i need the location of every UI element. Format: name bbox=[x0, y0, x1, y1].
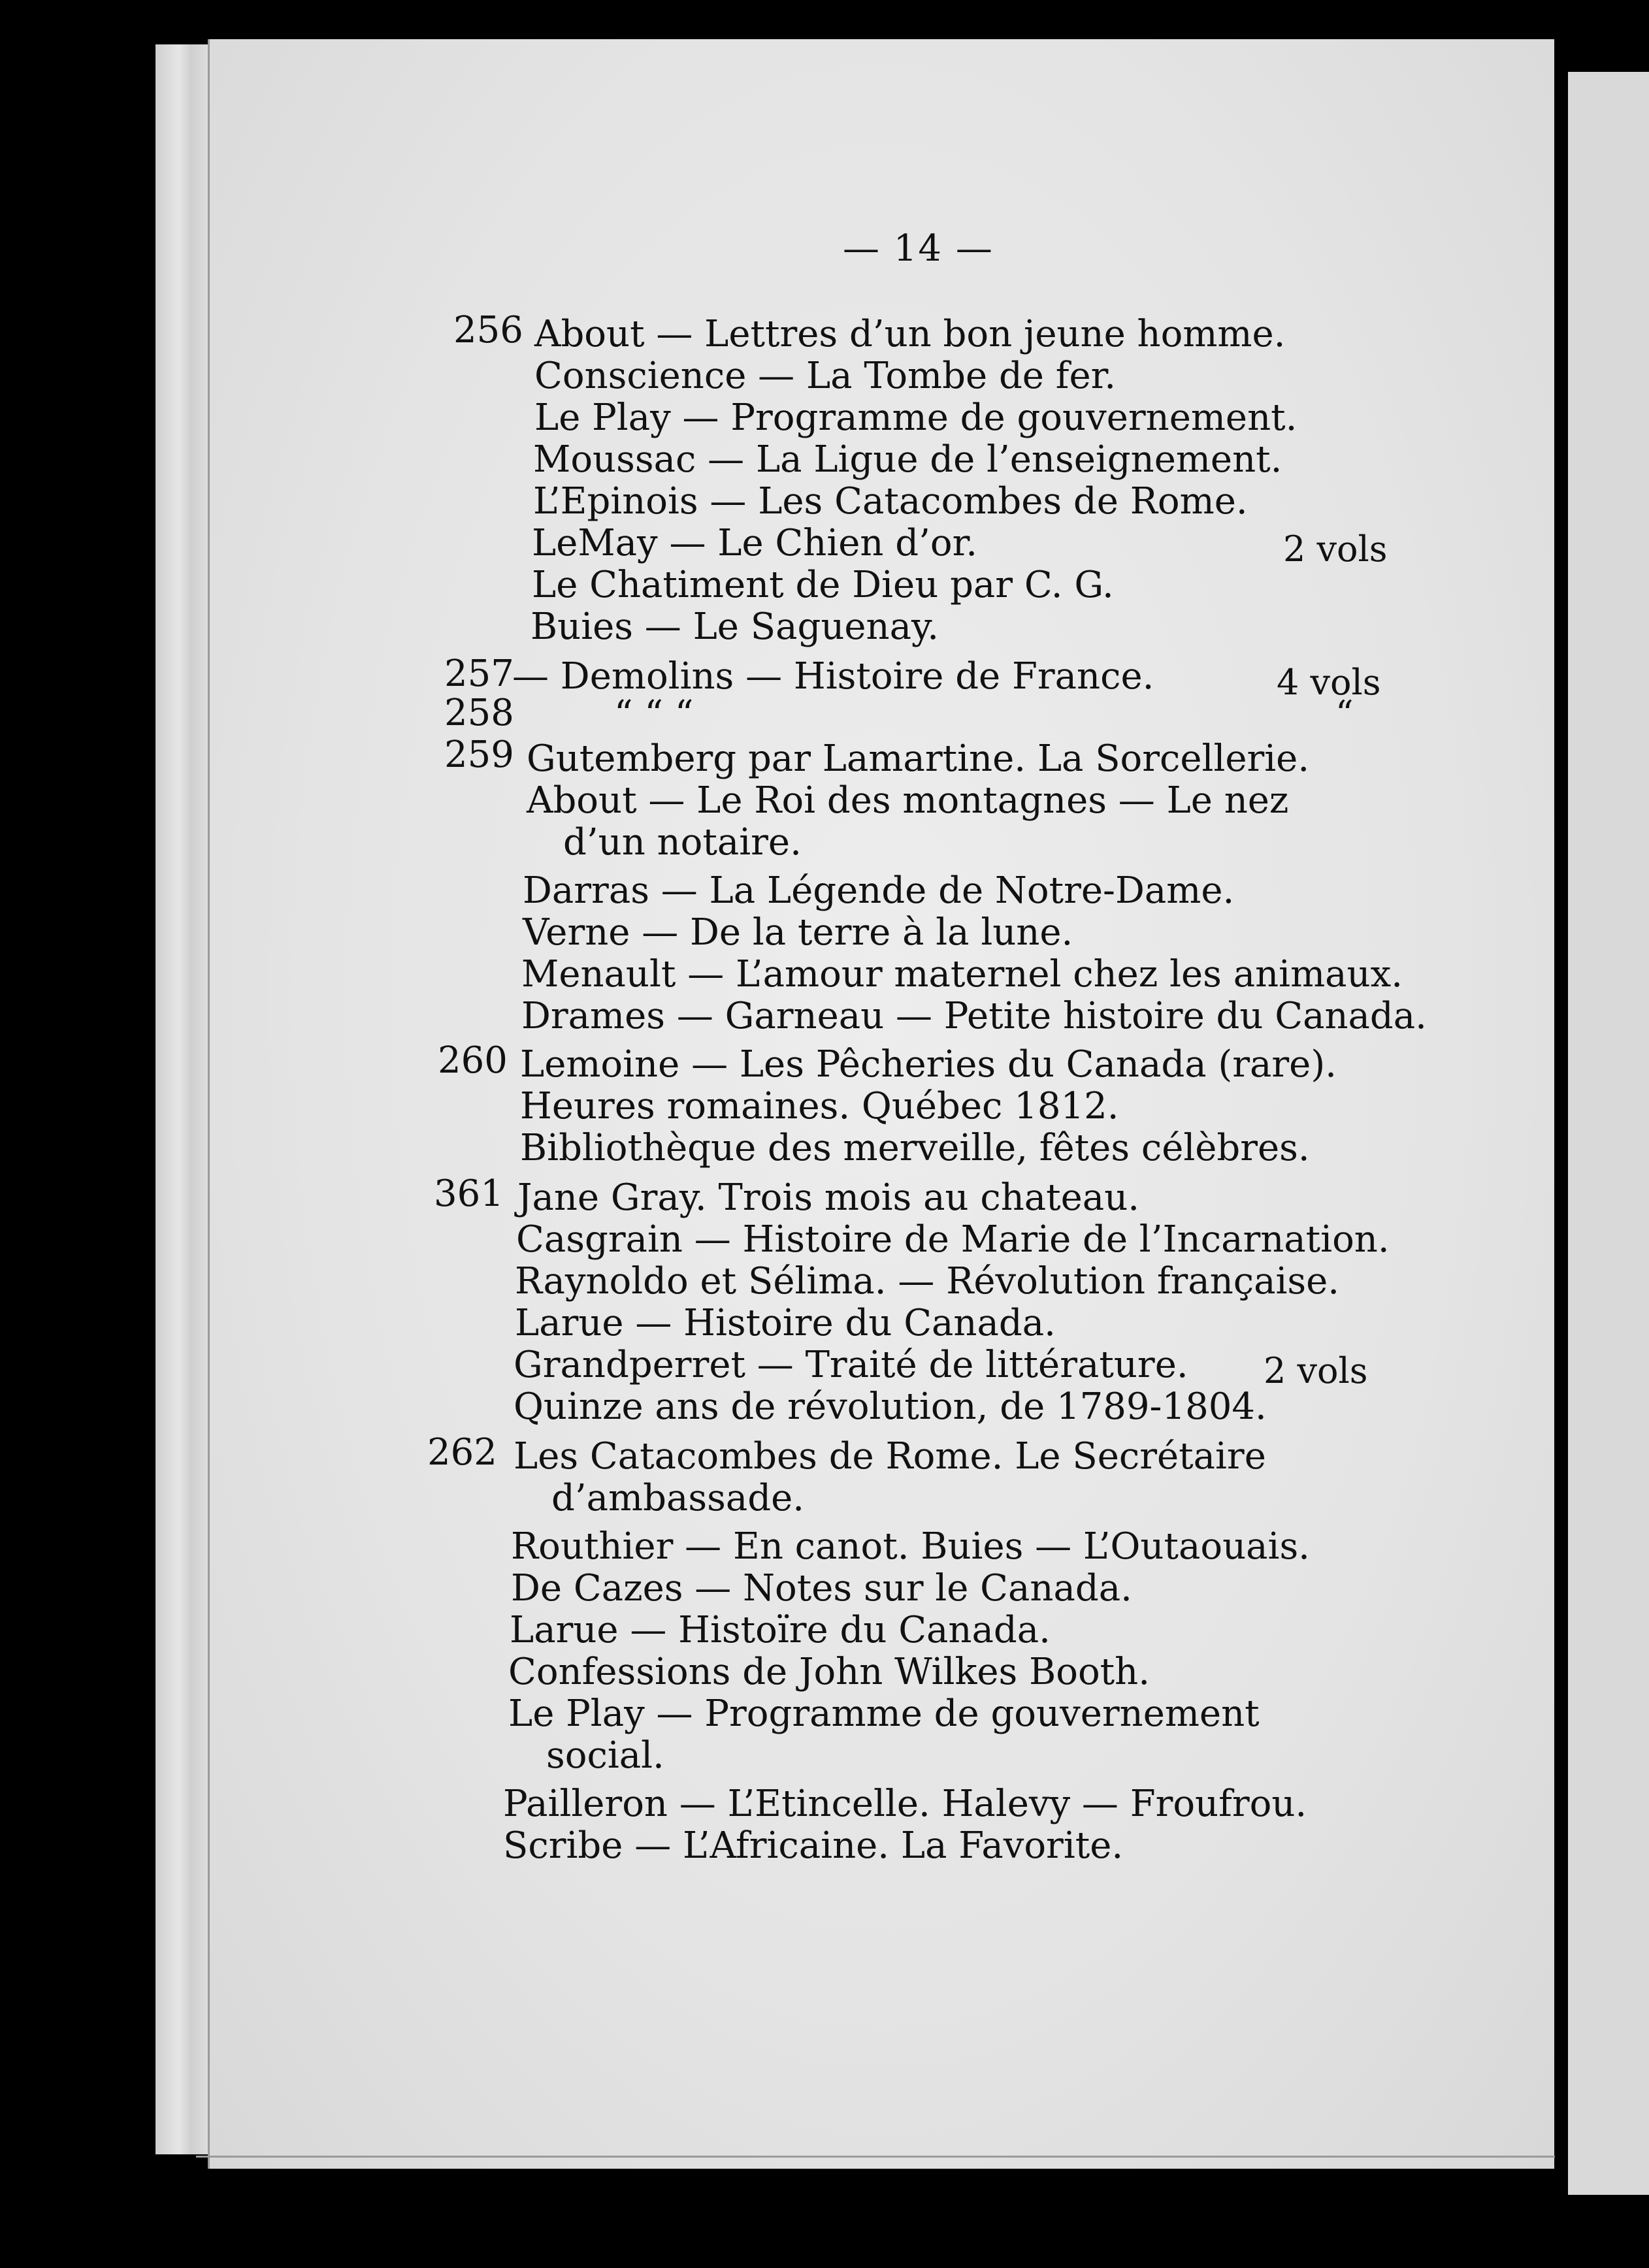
catalog-line: De Cazes — Notes sur le Canada. bbox=[511, 1567, 1132, 1610]
catalog-line: d’ambassade. bbox=[551, 1477, 805, 1519]
catalog-line: Les Catacombes de Rome. Le Secrétaire bbox=[514, 1435, 1266, 1478]
entry-number: 256 bbox=[453, 309, 523, 351]
catalog-line: Le Chatiment de Dieu par C. G. bbox=[532, 564, 1114, 606]
catalog-line: Larue — Histoire du Canada. bbox=[515, 1302, 1056, 1344]
catalog-line: Confessions de John Wilkes Booth. bbox=[508, 1651, 1151, 1693]
catalog-line: d’un notaire. bbox=[563, 821, 802, 864]
ditto-marks: “ “ “ bbox=[614, 693, 694, 736]
catalog-line: Jane Gray. Trois mois au chateau. bbox=[517, 1176, 1140, 1219]
page-number: — 14 — bbox=[843, 227, 994, 270]
volume-note: 2 vols bbox=[1283, 528, 1388, 570]
catalog-line: Conscience — La Tombe de fer. bbox=[534, 355, 1117, 397]
facing-page-edge bbox=[1568, 72, 1649, 2195]
catalog-line: About — Le Roi des montagnes — Le nez bbox=[527, 779, 1289, 822]
catalog-line: About — Lettres d’un bon jeune homme. bbox=[534, 313, 1286, 355]
entry-number: 262 bbox=[427, 1431, 497, 1474]
catalog-line: Routhier — En canot. Buies — L’Outaouais. bbox=[511, 1525, 1310, 1568]
ditto-mark: “ bbox=[1335, 693, 1354, 734]
catalog-line: Raynoldo et Sélima. — Révolution française. bbox=[515, 1260, 1340, 1303]
catalog-line: Buies — Le Saguenay. bbox=[531, 606, 939, 648]
catalog-line: Pailleron — L’Etincelle. Halevy — Froufrou. bbox=[503, 1783, 1307, 1825]
page-edge-stack bbox=[155, 44, 216, 2154]
catalog-line: Menault — L’amour maternel chez les animaux. bbox=[521, 953, 1403, 996]
catalog-line: Scribe — L’Africaine. La Favorite. bbox=[503, 1824, 1124, 1867]
catalog-line: Le Play — Programme de gouvernement. bbox=[534, 397, 1298, 439]
catalog-line: Grandperret — Traité de littérature. bbox=[514, 1344, 1188, 1386]
catalog-line: Moussac — La Ligue de l’enseignement. bbox=[533, 438, 1282, 481]
catalog-line: social. bbox=[546, 1734, 664, 1777]
catalog-line: Drames — Garneau — Petite histoire du Canada. bbox=[521, 995, 1427, 1037]
entry-number: 259 bbox=[444, 734, 514, 776]
entry-number: 258 bbox=[444, 692, 514, 734]
volume-note: 2 vols bbox=[1264, 1350, 1368, 1391]
catalog-line: L’Epinois — Les Catacombes de Rome. bbox=[533, 480, 1248, 523]
entry-number: 361 bbox=[434, 1173, 504, 1215]
catalog-line: Gutemberg par Lamartine. La Sorcellerie. bbox=[527, 737, 1310, 780]
catalog-line: Lemoine — Les Pêcheries du Canada (rare). bbox=[520, 1043, 1337, 1086]
catalog-line: Heures romaines. Québec 1812. bbox=[520, 1085, 1119, 1127]
entry-number: 260 bbox=[438, 1039, 508, 1082]
entry-number: 257 bbox=[444, 653, 514, 695]
catalog-line: Bibliothèque des merveille, fêtes célèbres. bbox=[520, 1127, 1310, 1169]
catalog-line: Casgrain — Histoire de Marie de l’Incarnation. bbox=[516, 1218, 1390, 1261]
catalog-line: Larue — Histoïre du Canada. bbox=[510, 1609, 1051, 1651]
catalog-line: — Demolins — Histoire de France. bbox=[512, 655, 1154, 698]
catalog-line: Darras — La Légende de Notre-Dame. bbox=[523, 869, 1235, 912]
page-bottom-edge bbox=[196, 2156, 1555, 2158]
catalog-line: Le Play — Programme de gouvernement bbox=[508, 1693, 1260, 1735]
catalog-line: LeMay — Le Chien d’or. bbox=[532, 522, 978, 564]
catalog-line: Quinze ans de révolution, de 1789-1804. bbox=[514, 1385, 1267, 1428]
catalog-line: Verne — De la terre à la lune. bbox=[523, 911, 1073, 954]
volume-note: 4 vols bbox=[1277, 662, 1381, 703]
